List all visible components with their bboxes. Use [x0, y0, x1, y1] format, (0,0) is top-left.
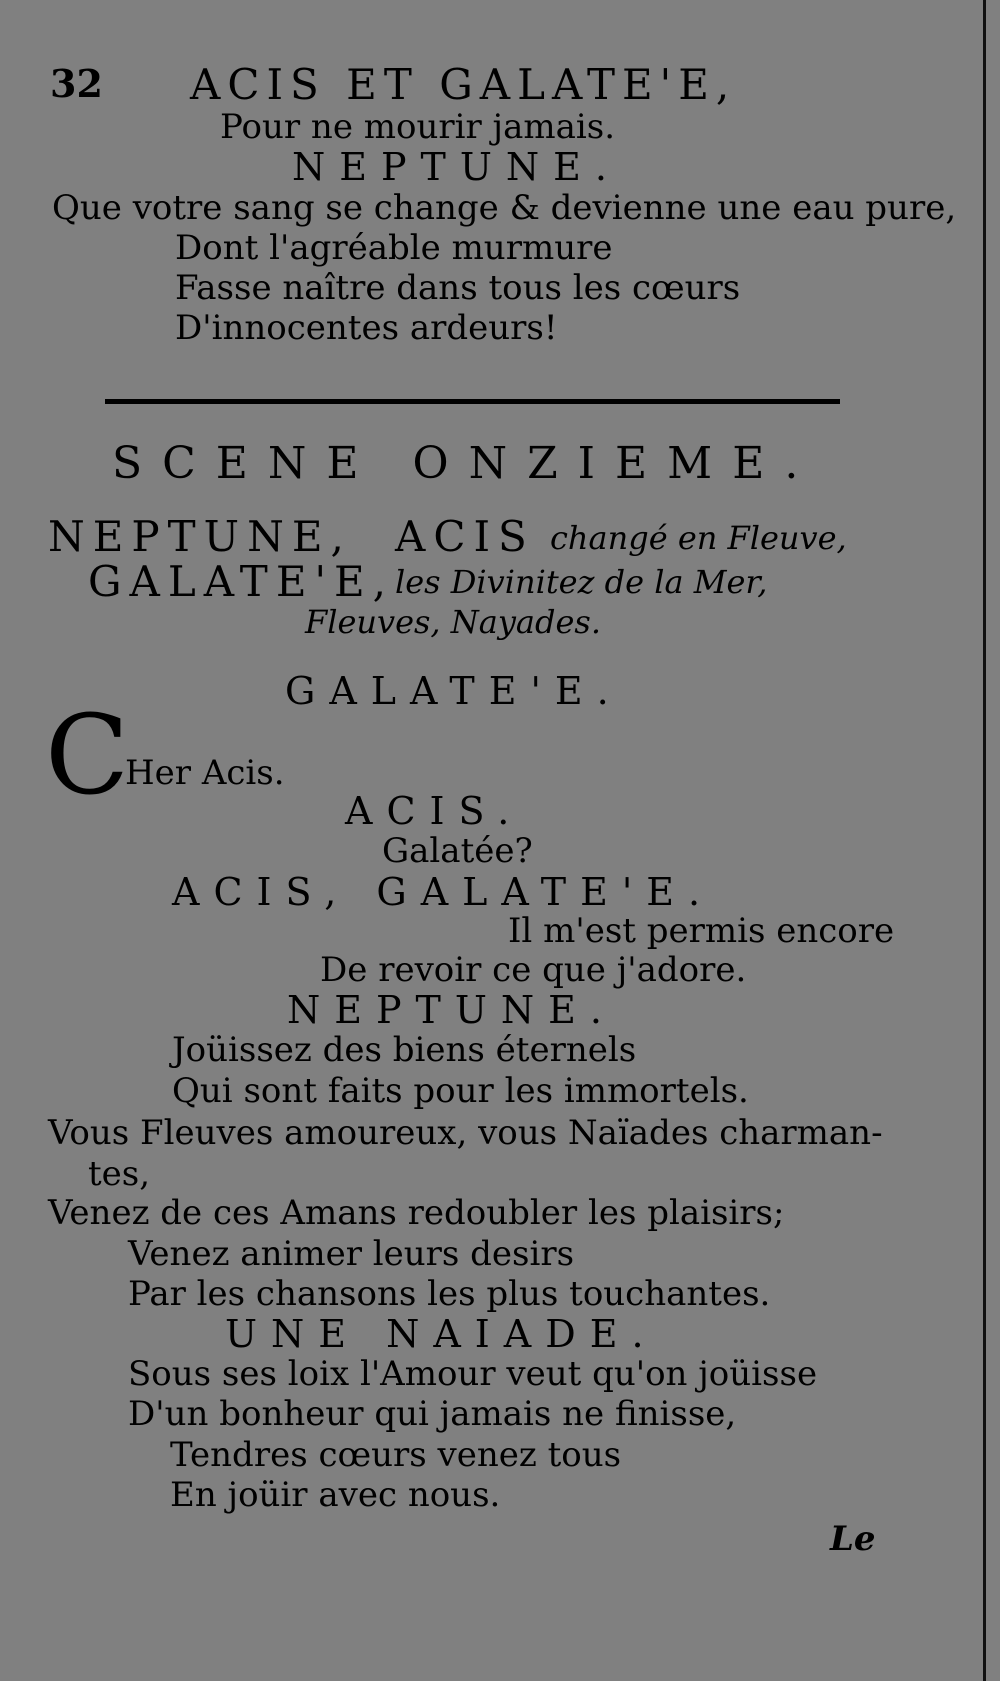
- verse-line: Pour ne mourir jamais.: [220, 107, 616, 147]
- catchword: Le: [830, 1519, 876, 1559]
- verse-line: D'un bonheur qui jamais ne finisse,: [128, 1394, 737, 1434]
- cast-description: changé en Fleuve,: [550, 519, 847, 557]
- page-edge-line: [983, 0, 986, 1681]
- verse-line: De revoir ce que j'adore.: [320, 950, 747, 990]
- drop-cap: C: [45, 691, 130, 819]
- verse-line: Que votre sang se change & devienne une eau pure,: [52, 188, 957, 228]
- speaker-name: NEPTUNE.: [287, 988, 616, 1032]
- verse-line: Galatée?: [382, 831, 533, 871]
- verse-line: Venez de ces Amans redoubler les plaisirs;: [48, 1193, 785, 1233]
- verse-line: Sous ses loix l'Amour veut qu'on joüisse: [128, 1354, 818, 1394]
- verse-line: Vous Fleuves amoureux, vous Naïades charman-: [48, 1113, 883, 1153]
- verse-line: Her Acis.: [125, 753, 285, 793]
- running-title: ACIS ET GALATE'E,: [190, 60, 737, 109]
- verse-line: En joüir avec nous.: [170, 1475, 501, 1515]
- verse-line: Par les chansons les plus touchantes.: [128, 1274, 771, 1314]
- verse-line: Qui sont faits pour les immortels.: [172, 1071, 749, 1111]
- speaker-name: UNE NAIADE.: [225, 1312, 658, 1356]
- verse-line: D'innocentes ardeurs!: [175, 308, 558, 348]
- cast-description: Fleuves, Nayades.: [305, 603, 602, 641]
- verse-line: Tendres cœurs venez tous: [170, 1435, 622, 1475]
- cast-name: ACIS: [395, 512, 535, 561]
- scene-title: SCENE ONZIEME.: [112, 438, 819, 489]
- verse-line: Il m'est permis encore: [508, 911, 895, 951]
- verse-line: Dont l'agréable murmure: [175, 228, 613, 268]
- speaker-name: ACIS, GALATE'E.: [172, 870, 715, 914]
- cast-name: NEPTUNE,: [48, 512, 352, 561]
- cast-name: GALATE'E,: [88, 557, 395, 606]
- speaker-name: GALATE'E.: [285, 669, 623, 713]
- speaker-name: NEPTUNE.: [292, 145, 621, 189]
- cast-description: les Divinitez de la Mer,: [395, 563, 768, 601]
- verse-line: Venez animer leurs desirs: [128, 1234, 575, 1274]
- speaker-name: ACIS.: [345, 789, 524, 833]
- page-number: 32: [50, 61, 103, 106]
- scene-divider-rule: [105, 399, 840, 404]
- verse-line: tes,: [88, 1154, 151, 1194]
- verse-line: Joüissez des biens éternels: [172, 1030, 637, 1070]
- verse-line: Fasse naître dans tous les cœurs: [175, 268, 741, 308]
